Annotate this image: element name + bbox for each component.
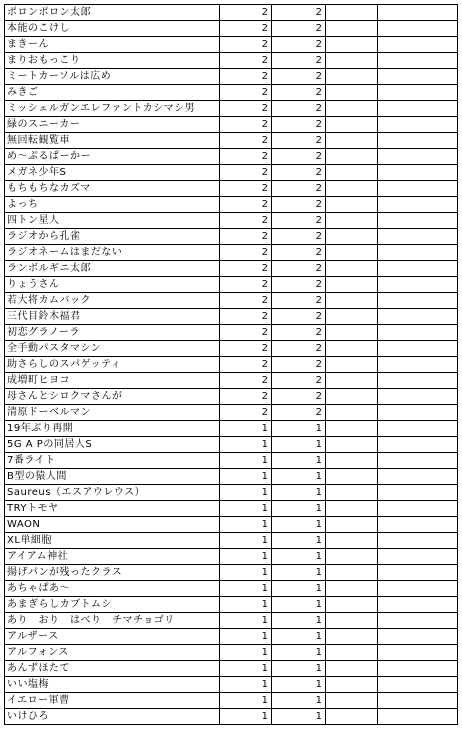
empty-cell-d[interactable] bbox=[378, 229, 458, 245]
name-cell[interactable]: 7番ライト bbox=[5, 453, 220, 469]
count-cell-a[interactable]: 2 bbox=[220, 325, 272, 341]
count-cell-b[interactable]: 2 bbox=[272, 21, 326, 37]
empty-cell-d[interactable] bbox=[378, 309, 458, 325]
empty-cell-c[interactable] bbox=[326, 421, 378, 437]
empty-cell-c[interactable] bbox=[326, 149, 378, 165]
empty-cell-c[interactable] bbox=[326, 453, 378, 469]
name-cell[interactable]: アイアム神社 bbox=[5, 549, 220, 565]
count-cell-b[interactable]: 2 bbox=[272, 357, 326, 373]
table-row bbox=[5, 469, 458, 485]
empty-cell-c[interactable] bbox=[326, 37, 378, 53]
count-cell-b[interactable]: 2 bbox=[272, 197, 326, 213]
table-row bbox=[5, 501, 458, 517]
name-cell[interactable]: ミートカーソルは広め bbox=[5, 69, 220, 85]
table-row bbox=[5, 453, 458, 469]
count-cell-a[interactable]: 1 bbox=[220, 613, 272, 629]
count-cell-b[interactable]: 2 bbox=[272, 341, 326, 357]
name-cell[interactable]: メガネ少年S bbox=[5, 165, 220, 181]
empty-cell-c[interactable] bbox=[326, 549, 378, 565]
table-row bbox=[5, 549, 458, 565]
empty-cell-c[interactable] bbox=[326, 293, 378, 309]
empty-cell-d[interactable] bbox=[378, 277, 458, 293]
name-cell[interactable]: 三代目鈴木福君 bbox=[5, 309, 220, 325]
empty-cell-c[interactable] bbox=[326, 389, 378, 405]
empty-cell-d[interactable] bbox=[378, 197, 458, 213]
count-cell-b[interactable]: 2 bbox=[272, 37, 326, 53]
empty-cell-d[interactable] bbox=[378, 421, 458, 437]
table-row bbox=[5, 677, 458, 693]
empty-cell-c[interactable] bbox=[326, 53, 378, 69]
empty-cell-c[interactable] bbox=[326, 197, 378, 213]
count-cell-a[interactable]: 2 bbox=[220, 309, 272, 325]
count-cell-b[interactable]: 2 bbox=[272, 101, 326, 117]
count-cell-a[interactable]: 2 bbox=[220, 277, 272, 293]
name-cell[interactable]: あまぎらしカブトムシ bbox=[5, 597, 220, 613]
count-cell-b[interactable]: 2 bbox=[272, 245, 326, 261]
count-cell-a[interactable]: 1 bbox=[220, 453, 272, 469]
empty-cell-d[interactable] bbox=[378, 501, 458, 517]
count-cell-a[interactable]: 2 bbox=[220, 261, 272, 277]
count-cell-b[interactable]: 2 bbox=[272, 133, 326, 149]
empty-cell-c[interactable] bbox=[326, 469, 378, 485]
name-cell[interactable]: 若大将カムバック bbox=[5, 293, 220, 309]
empty-cell-c[interactable] bbox=[326, 517, 378, 533]
count-cell-a[interactable]: 1 bbox=[220, 645, 272, 661]
name-cell[interactable]: 無回転観覧車 bbox=[5, 133, 220, 149]
name-cell[interactable]: ポロンポロン太郎 bbox=[5, 5, 220, 21]
count-cell-a[interactable]: 2 bbox=[220, 117, 272, 133]
empty-cell-d[interactable] bbox=[378, 453, 458, 469]
count-cell-b[interactable]: 1 bbox=[272, 709, 326, 725]
empty-cell-d[interactable] bbox=[378, 293, 458, 309]
count-cell-a[interactable]: 2 bbox=[220, 229, 272, 245]
name-cell[interactable]: 緑のスニーカー bbox=[5, 117, 220, 133]
table-row bbox=[5, 421, 458, 437]
count-cell-b[interactable]: 1 bbox=[272, 549, 326, 565]
empty-cell-c[interactable] bbox=[326, 565, 378, 581]
count-cell-b[interactable]: 2 bbox=[272, 261, 326, 277]
empty-cell-d[interactable] bbox=[378, 661, 458, 677]
name-cell[interactable]: あちゃぱあ～ bbox=[5, 581, 220, 597]
count-cell-b[interactable]: 2 bbox=[272, 117, 326, 133]
table-row bbox=[5, 341, 458, 357]
count-cell-a[interactable]: 2 bbox=[220, 149, 272, 165]
empty-cell-d[interactable] bbox=[378, 37, 458, 53]
table-row bbox=[5, 629, 458, 645]
name-cell[interactable]: B型の猿人間 bbox=[5, 469, 220, 485]
table-row bbox=[5, 325, 458, 341]
count-cell-b[interactable]: 1 bbox=[272, 581, 326, 597]
count-cell-a[interactable]: 2 bbox=[220, 293, 272, 309]
table-row bbox=[5, 357, 458, 373]
name-cell[interactable]: TRYトモヤ bbox=[5, 501, 220, 517]
empty-cell-c[interactable] bbox=[326, 229, 378, 245]
empty-cell-d[interactable] bbox=[378, 117, 458, 133]
count-cell-b[interactable]: 2 bbox=[272, 293, 326, 309]
empty-cell-c[interactable] bbox=[326, 613, 378, 629]
name-cell[interactable]: 本能のこけし bbox=[5, 21, 220, 37]
count-cell-a[interactable]: 1 bbox=[220, 549, 272, 565]
table-body bbox=[5, 5, 458, 725]
count-cell-a[interactable]: 2 bbox=[220, 53, 272, 69]
count-cell-b[interactable]: 1 bbox=[272, 421, 326, 437]
empty-cell-c[interactable] bbox=[326, 69, 378, 85]
table-row bbox=[5, 613, 458, 629]
count-cell-a[interactable]: 1 bbox=[220, 629, 272, 645]
count-cell-b[interactable]: 2 bbox=[272, 325, 326, 341]
name-cell[interactable]: 成増町ヒヨコ bbox=[5, 373, 220, 389]
empty-cell-c[interactable] bbox=[326, 677, 378, 693]
table-row bbox=[5, 69, 458, 85]
table-row bbox=[5, 53, 458, 69]
empty-cell-c[interactable] bbox=[326, 341, 378, 357]
count-cell-b[interactable]: 1 bbox=[272, 677, 326, 693]
name-cell[interactable]: ラジオネームはまだない bbox=[5, 245, 220, 261]
empty-cell-d[interactable] bbox=[378, 21, 458, 37]
empty-cell-c[interactable] bbox=[326, 485, 378, 501]
empty-cell-d[interactable] bbox=[378, 437, 458, 453]
empty-cell-d[interactable] bbox=[378, 549, 458, 565]
empty-cell-c[interactable] bbox=[326, 629, 378, 645]
count-cell-b[interactable]: 2 bbox=[272, 149, 326, 165]
count-cell-a[interactable]: 1 bbox=[220, 437, 272, 453]
table-row bbox=[5, 581, 458, 597]
name-cell[interactable]: みきご bbox=[5, 85, 220, 101]
empty-cell-d[interactable] bbox=[378, 341, 458, 357]
empty-cell-d[interactable] bbox=[378, 69, 458, 85]
count-cell-a[interactable]: 1 bbox=[220, 517, 272, 533]
empty-cell-d[interactable] bbox=[378, 5, 458, 21]
table-row bbox=[5, 517, 458, 533]
name-cell[interactable]: 四トン星人 bbox=[5, 213, 220, 229]
spreadsheet-table bbox=[4, 4, 457, 725]
table-row bbox=[5, 261, 458, 277]
name-cell[interactable]: ミッシェルガンエレファントカシマシ男 bbox=[5, 101, 220, 117]
count-cell-a[interactable]: 2 bbox=[220, 37, 272, 53]
count-cell-a[interactable]: 2 bbox=[220, 213, 272, 229]
empty-cell-c[interactable] bbox=[326, 277, 378, 293]
table-row bbox=[5, 533, 458, 549]
empty-cell-d[interactable] bbox=[378, 533, 458, 549]
empty-cell-c[interactable] bbox=[326, 437, 378, 453]
empty-cell-d[interactable] bbox=[378, 597, 458, 613]
count-cell-a[interactable]: 2 bbox=[220, 405, 272, 421]
count-cell-b[interactable]: 2 bbox=[272, 181, 326, 197]
count-cell-b[interactable]: 1 bbox=[272, 437, 326, 453]
name-cell[interactable]: アルフォンス bbox=[5, 645, 220, 661]
empty-cell-d[interactable] bbox=[378, 581, 458, 597]
table-row bbox=[5, 149, 458, 165]
count-cell-a[interactable]: 1 bbox=[220, 565, 272, 581]
table-row bbox=[5, 293, 458, 309]
empty-cell-d[interactable] bbox=[378, 261, 458, 277]
data-grid bbox=[4, 4, 458, 725]
count-cell-b[interactable]: 2 bbox=[272, 277, 326, 293]
count-cell-b[interactable]: 2 bbox=[272, 5, 326, 21]
table-row bbox=[5, 693, 458, 709]
empty-cell-c[interactable] bbox=[326, 501, 378, 517]
table-row bbox=[5, 405, 458, 421]
empty-cell-c[interactable] bbox=[326, 373, 378, 389]
name-cell[interactable]: WAON bbox=[5, 517, 220, 533]
name-cell[interactable]: 全手動パスタマシン bbox=[5, 341, 220, 357]
empty-cell-d[interactable] bbox=[378, 677, 458, 693]
name-cell[interactable]: イエロー軍曹 bbox=[5, 693, 220, 709]
empty-cell-d[interactable] bbox=[378, 469, 458, 485]
name-cell[interactable]: もちもちなカズマ bbox=[5, 181, 220, 197]
count-cell-b[interactable]: 1 bbox=[272, 613, 326, 629]
count-cell-a[interactable]: 2 bbox=[220, 373, 272, 389]
count-cell-b[interactable]: 2 bbox=[272, 373, 326, 389]
empty-cell-d[interactable] bbox=[378, 693, 458, 709]
empty-cell-c[interactable] bbox=[326, 597, 378, 613]
name-cell[interactable]: あんずほたて bbox=[5, 661, 220, 677]
empty-cell-d[interactable] bbox=[378, 133, 458, 149]
empty-cell-c[interactable] bbox=[326, 261, 378, 277]
empty-cell-c[interactable] bbox=[326, 709, 378, 725]
empty-cell-c[interactable] bbox=[326, 309, 378, 325]
empty-cell-d[interactable] bbox=[378, 85, 458, 101]
count-cell-a[interactable]: 1 bbox=[220, 469, 272, 485]
table-row bbox=[5, 373, 458, 389]
count-cell-a[interactable]: 1 bbox=[220, 597, 272, 613]
empty-cell-d[interactable] bbox=[378, 485, 458, 501]
empty-cell-d[interactable] bbox=[378, 149, 458, 165]
count-cell-a[interactable]: 1 bbox=[220, 709, 272, 725]
empty-cell-d[interactable] bbox=[378, 101, 458, 117]
empty-cell-d[interactable] bbox=[378, 245, 458, 261]
count-cell-a[interactable]: 2 bbox=[220, 341, 272, 357]
name-cell[interactable]: Saureus（エスアウレウス） bbox=[5, 485, 220, 501]
table-row bbox=[5, 165, 458, 181]
table-row bbox=[5, 181, 458, 197]
count-cell-b[interactable]: 1 bbox=[272, 565, 326, 581]
count-cell-b[interactable]: 1 bbox=[272, 485, 326, 501]
name-cell[interactable]: りょうさん bbox=[5, 277, 220, 293]
empty-cell-c[interactable] bbox=[326, 181, 378, 197]
count-cell-a[interactable]: 1 bbox=[220, 693, 272, 709]
table-row bbox=[5, 565, 458, 581]
name-cell[interactable]: 19年ぶり再開 bbox=[5, 421, 220, 437]
count-cell-a[interactable]: 1 bbox=[220, 485, 272, 501]
count-cell-b[interactable]: 2 bbox=[272, 213, 326, 229]
count-cell-b[interactable]: 2 bbox=[272, 405, 326, 421]
table-row bbox=[5, 213, 458, 229]
empty-cell-c[interactable] bbox=[326, 101, 378, 117]
empty-cell-d[interactable] bbox=[378, 181, 458, 197]
empty-cell-c[interactable] bbox=[326, 405, 378, 421]
table-row bbox=[5, 197, 458, 213]
name-cell[interactable]: 初恋グラノーラ bbox=[5, 325, 220, 341]
table-row bbox=[5, 645, 458, 661]
empty-cell-c[interactable] bbox=[326, 357, 378, 373]
count-cell-a[interactable]: 1 bbox=[220, 421, 272, 437]
empty-cell-c[interactable] bbox=[326, 693, 378, 709]
name-cell[interactable]: いい塩梅 bbox=[5, 677, 220, 693]
table-row bbox=[5, 245, 458, 261]
empty-cell-d[interactable] bbox=[378, 373, 458, 389]
table-row bbox=[5, 21, 458, 37]
count-cell-a[interactable]: 2 bbox=[220, 101, 272, 117]
empty-cell-c[interactable] bbox=[326, 21, 378, 37]
count-cell-a[interactable]: 2 bbox=[220, 133, 272, 149]
table-row bbox=[5, 277, 458, 293]
name-cell[interactable]: 5G A Pの同居人S bbox=[5, 437, 220, 453]
count-cell-b[interactable]: 1 bbox=[272, 693, 326, 709]
count-cell-a[interactable]: 2 bbox=[220, 245, 272, 261]
table-row bbox=[5, 117, 458, 133]
count-cell-b[interactable]: 2 bbox=[272, 389, 326, 405]
name-cell[interactable]: あり おり はべり チマチョゴリ bbox=[5, 613, 220, 629]
table-row bbox=[5, 101, 458, 117]
count-cell-a[interactable]: 2 bbox=[220, 21, 272, 37]
name-cell[interactable]: よっち bbox=[5, 197, 220, 213]
empty-cell-d[interactable] bbox=[378, 629, 458, 645]
count-cell-a[interactable]: 2 bbox=[220, 69, 272, 85]
table-row bbox=[5, 485, 458, 501]
count-cell-b[interactable]: 1 bbox=[272, 645, 326, 661]
name-cell[interactable]: 助さらしのスパゲッティ bbox=[5, 357, 220, 373]
table-row bbox=[5, 133, 458, 149]
empty-cell-c[interactable] bbox=[326, 213, 378, 229]
count-cell-a[interactable]: 1 bbox=[220, 501, 272, 517]
name-cell[interactable]: め～ぷるぱーかー bbox=[5, 149, 220, 165]
table-row bbox=[5, 597, 458, 613]
count-cell-b[interactable]: 1 bbox=[272, 533, 326, 549]
empty-cell-d[interactable] bbox=[378, 53, 458, 69]
count-cell-b[interactable]: 2 bbox=[272, 229, 326, 245]
empty-cell-c[interactable] bbox=[326, 133, 378, 149]
empty-cell-d[interactable] bbox=[378, 389, 458, 405]
count-cell-b[interactable]: 2 bbox=[272, 309, 326, 325]
empty-cell-d[interactable] bbox=[378, 709, 458, 725]
empty-cell-c[interactable] bbox=[326, 85, 378, 101]
empty-cell-c[interactable] bbox=[326, 117, 378, 133]
count-cell-a[interactable]: 2 bbox=[220, 5, 272, 21]
empty-cell-d[interactable] bbox=[378, 645, 458, 661]
count-cell-a[interactable]: 2 bbox=[220, 165, 272, 181]
count-cell-b[interactable]: 2 bbox=[272, 69, 326, 85]
count-cell-b[interactable]: 1 bbox=[272, 597, 326, 613]
empty-cell-c[interactable] bbox=[326, 325, 378, 341]
count-cell-b[interactable]: 1 bbox=[272, 661, 326, 677]
name-cell[interactable]: いけひろ bbox=[5, 709, 220, 725]
count-cell-b[interactable]: 2 bbox=[272, 165, 326, 181]
empty-cell-d[interactable] bbox=[378, 565, 458, 581]
table-row bbox=[5, 709, 458, 725]
name-cell[interactable]: ラジオから孔雀 bbox=[5, 229, 220, 245]
count-cell-b[interactable]: 1 bbox=[272, 517, 326, 533]
table-row bbox=[5, 37, 458, 53]
count-cell-b[interactable]: 1 bbox=[272, 501, 326, 517]
table-row bbox=[5, 661, 458, 677]
name-cell[interactable]: 清原ドーベルマン bbox=[5, 405, 220, 421]
name-cell[interactable]: まりおもっこり bbox=[5, 53, 220, 69]
count-cell-a[interactable]: 1 bbox=[220, 677, 272, 693]
count-cell-a[interactable]: 2 bbox=[220, 389, 272, 405]
table-row bbox=[5, 309, 458, 325]
count-cell-a[interactable]: 2 bbox=[220, 181, 272, 197]
empty-cell-c[interactable] bbox=[326, 245, 378, 261]
name-cell[interactable]: まきーん bbox=[5, 37, 220, 53]
table-row bbox=[5, 85, 458, 101]
empty-cell-d[interactable] bbox=[378, 517, 458, 533]
count-cell-a[interactable]: 2 bbox=[220, 357, 272, 373]
empty-cell-c[interactable] bbox=[326, 533, 378, 549]
empty-cell-d[interactable] bbox=[378, 213, 458, 229]
name-cell[interactable]: アルザース bbox=[5, 629, 220, 645]
count-cell-a[interactable]: 1 bbox=[220, 533, 272, 549]
empty-cell-c[interactable] bbox=[326, 5, 378, 21]
empty-cell-c[interactable] bbox=[326, 645, 378, 661]
count-cell-a[interactable]: 2 bbox=[220, 85, 272, 101]
empty-cell-c[interactable] bbox=[326, 581, 378, 597]
empty-cell-d[interactable] bbox=[378, 165, 458, 181]
count-cell-b[interactable]: 2 bbox=[272, 85, 326, 101]
name-cell[interactable]: 揚げパンが残ったクラス bbox=[5, 565, 220, 581]
table-row bbox=[5, 437, 458, 453]
empty-cell-d[interactable] bbox=[378, 405, 458, 421]
table-row bbox=[5, 389, 458, 405]
count-cell-b[interactable]: 1 bbox=[272, 469, 326, 485]
empty-cell-d[interactable] bbox=[378, 357, 458, 373]
count-cell-a[interactable]: 1 bbox=[220, 661, 272, 677]
name-cell[interactable]: XL単細胞 bbox=[5, 533, 220, 549]
empty-cell-c[interactable] bbox=[326, 661, 378, 677]
empty-cell-c[interactable] bbox=[326, 165, 378, 181]
count-cell-a[interactable]: 2 bbox=[220, 197, 272, 213]
name-cell[interactable]: ランボルギニ太郎 bbox=[5, 261, 220, 277]
count-cell-b[interactable]: 1 bbox=[272, 629, 326, 645]
name-cell[interactable]: 母さんとシロクマさんが bbox=[5, 389, 220, 405]
count-cell-b[interactable]: 1 bbox=[272, 453, 326, 469]
count-cell-a[interactable]: 1 bbox=[220, 581, 272, 597]
table-row bbox=[5, 229, 458, 245]
table-row bbox=[5, 5, 458, 21]
empty-cell-d[interactable] bbox=[378, 325, 458, 341]
count-cell-b[interactable]: 2 bbox=[272, 53, 326, 69]
empty-cell-d[interactable] bbox=[378, 613, 458, 629]
